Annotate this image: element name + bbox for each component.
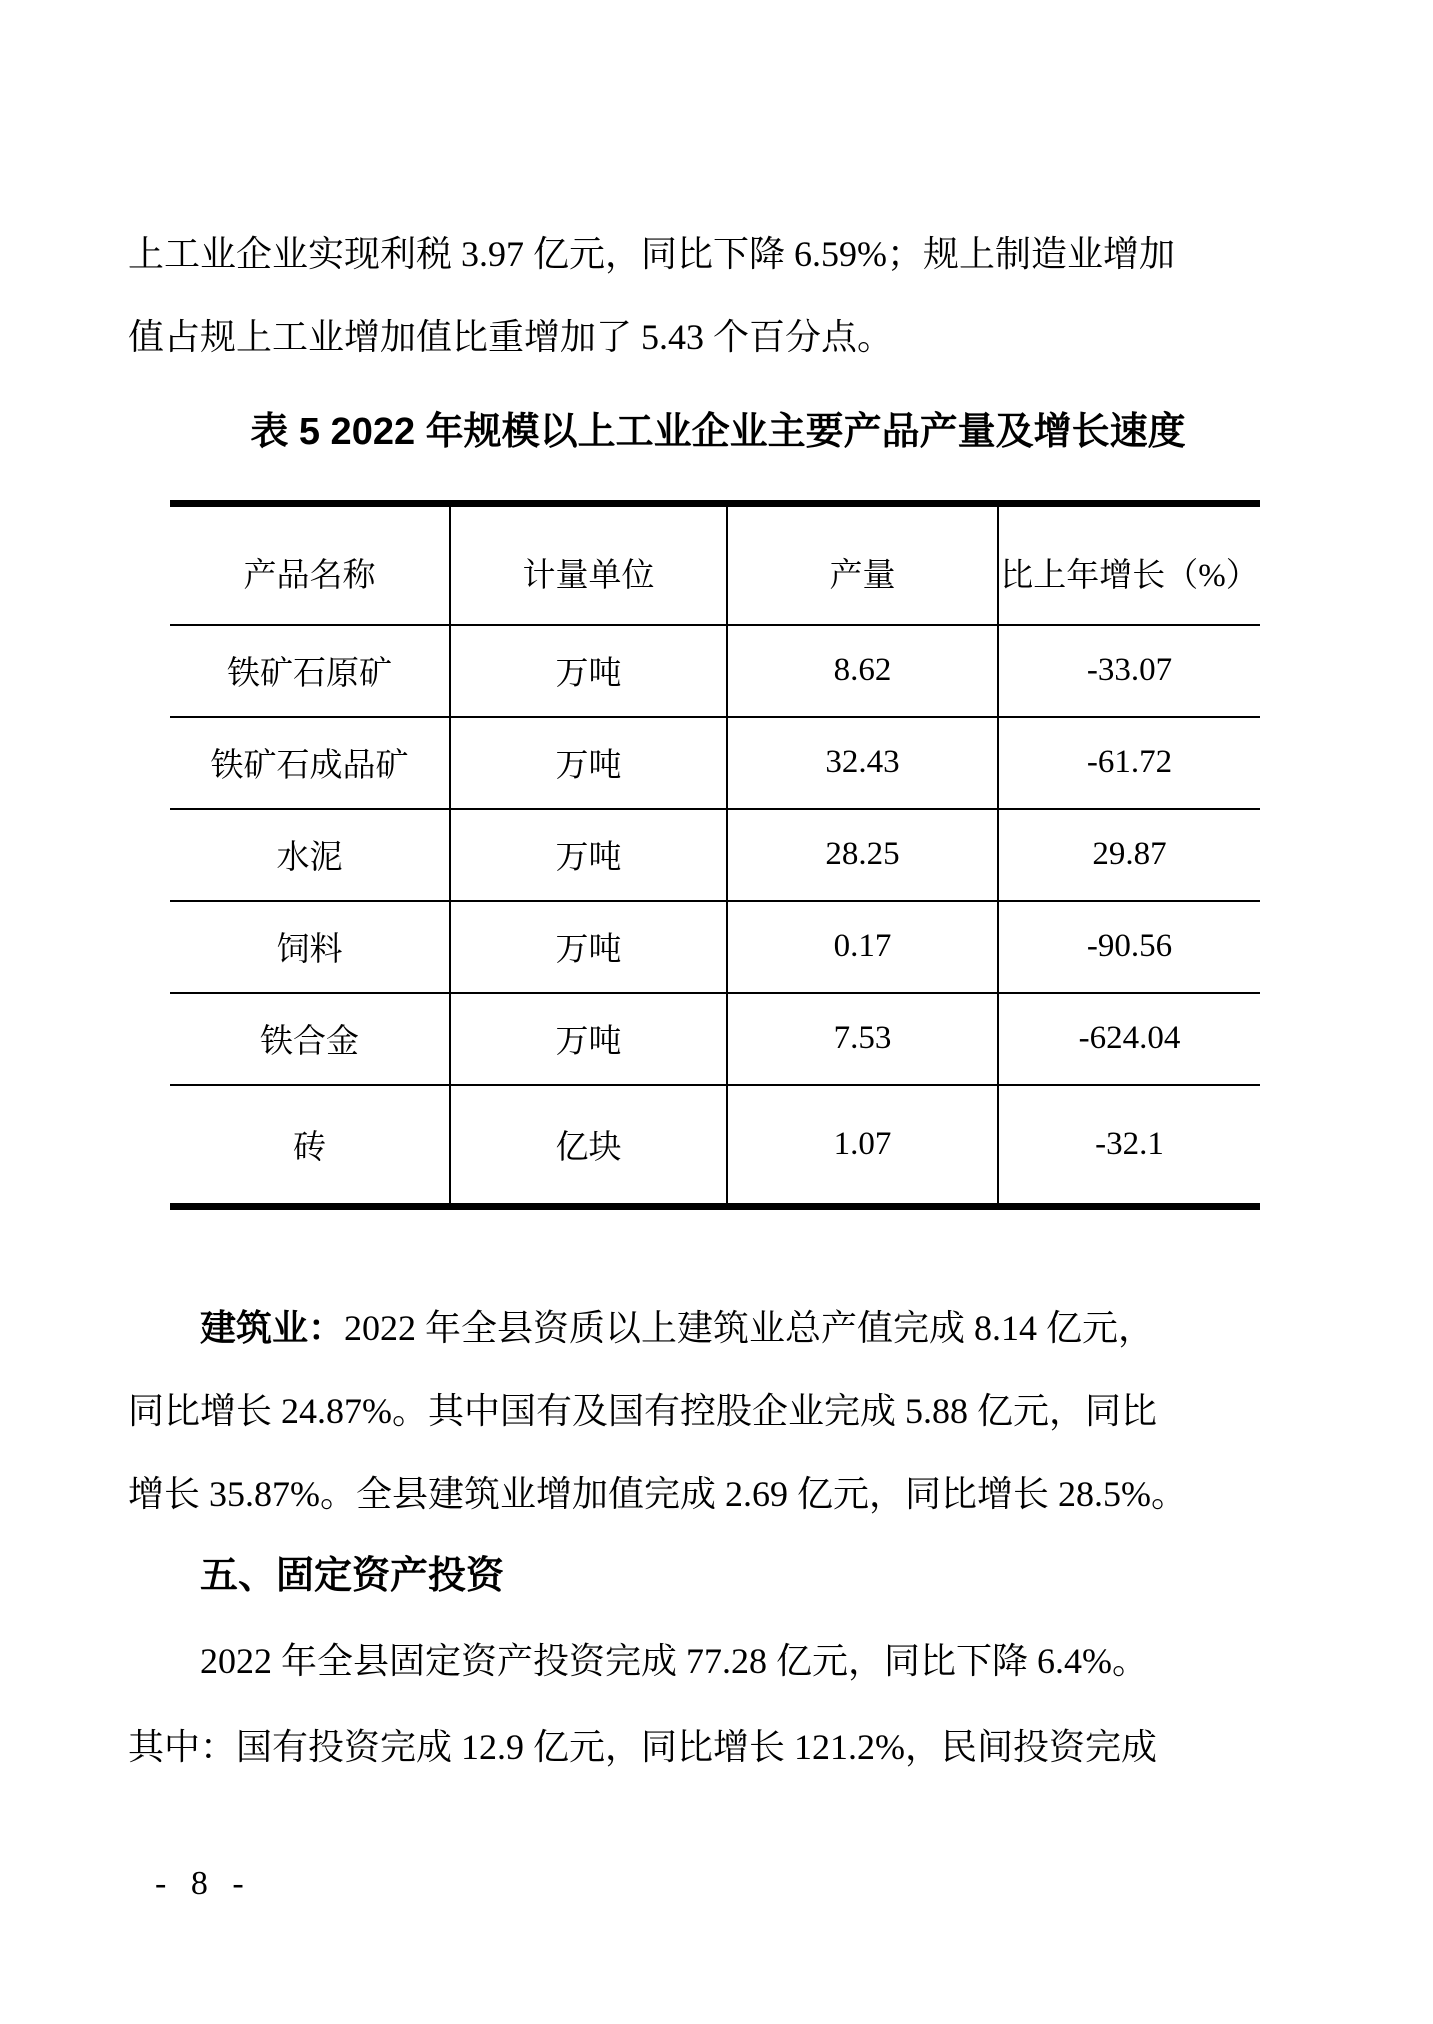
paragraph-construction-line-2: 同比增长 24.87%。其中国有及国有控股企业完成 5.88 亿元，同比	[128, 1391, 1157, 1431]
table-cell-unit: 万吨	[450, 993, 727, 1085]
construction-lead-label: 建筑业：	[200, 1307, 345, 1348]
column-header-product: 产品名称	[170, 504, 450, 625]
table-cell-output: 0.17	[727, 901, 998, 993]
table-row	[170, 1085, 1260, 1207]
paragraph-investment	[128, 1618, 1308, 1790]
table-cell-output: 8.62	[727, 625, 998, 717]
table-cell-product: 铁矿石成品矿	[170, 717, 450, 809]
paragraph-industry	[128, 213, 1308, 379]
column-header-unit: 计量单位	[450, 504, 727, 625]
table-cell-product: 铁矿石原矿	[170, 625, 450, 717]
table-cell-output: 28.25	[727, 809, 998, 901]
table-cell-output: 32.43	[727, 717, 998, 809]
table-cell-product: 铁合金	[170, 993, 450, 1085]
table-cell-unit: 万吨	[450, 809, 727, 901]
table-row	[170, 717, 1260, 809]
table-cell-product: 水泥	[170, 809, 450, 901]
table-cell-output: 7.53	[727, 993, 998, 1085]
table-cell-growth: -624.04	[998, 993, 1260, 1085]
table-cell-unit: 万吨	[450, 901, 727, 993]
construction-line-1-text: 2022 年全县资质以上建筑业总产值完成 8.14 亿元，	[344, 1308, 1155, 1348]
paragraph-construction-line-1	[128, 1286, 1308, 1370]
table-cell-growth: -32.1	[998, 1085, 1260, 1207]
paragraph-construction	[128, 1286, 1308, 1536]
table-cell-unit: 万吨	[450, 717, 727, 809]
table-cell-product: 饲料	[170, 901, 450, 993]
table5	[170, 500, 1260, 1210]
column-header-output: 产量	[727, 504, 998, 625]
table-row	[170, 625, 1260, 717]
table-cell-product: 砖	[293, 1129, 326, 1166]
table-cell-growth: 29.87	[998, 809, 1260, 901]
table-cell-growth: -33.07	[998, 625, 1260, 717]
table-cell-output: 1.07	[727, 1085, 998, 1207]
paragraph-investment-line-2: 其中：国有投资完成 12.9 亿元，同比增长 121.2%，民间投资完成	[128, 1727, 1157, 1767]
table5-title: 表 5 2022 年规模以上工业企业主要产品产量及增长速度	[250, 411, 1186, 453]
paragraph-industry-line-2: 值占规上工业增加值比重增加了 5.43 个百分点。	[128, 317, 894, 357]
paragraph-construction-line-3: 增长 35.87%。全县建筑业增加值完成 2.69 亿元，同比增长 28.5%。	[128, 1474, 1187, 1514]
table-cell-growth: -61.72	[998, 717, 1260, 809]
paragraph-investment-line-1: 2022 年全县固定资产投资完成 77.28 亿元，同比下降 6.4%。	[200, 1641, 1148, 1681]
section-heading-fixed-asset-investment: 五、固定资产投资	[200, 1555, 505, 1597]
table-row	[170, 809, 1260, 901]
page-number: - 8 -	[155, 1865, 252, 1902]
table-cell-growth: -90.56	[998, 901, 1260, 993]
table5-header-row	[170, 504, 1260, 625]
paragraph-industry-line-1: 上工业企业实现利税 3.97 亿元，同比下降 6.59%；规上制造业增加	[128, 234, 1175, 274]
table-cell-unit: 亿块	[450, 1085, 727, 1207]
table-row	[170, 901, 1260, 993]
column-header-growth: 比上年增长（%）	[998, 504, 1260, 625]
table-cell-unit: 万吨	[450, 625, 727, 717]
table-row	[170, 993, 1260, 1085]
